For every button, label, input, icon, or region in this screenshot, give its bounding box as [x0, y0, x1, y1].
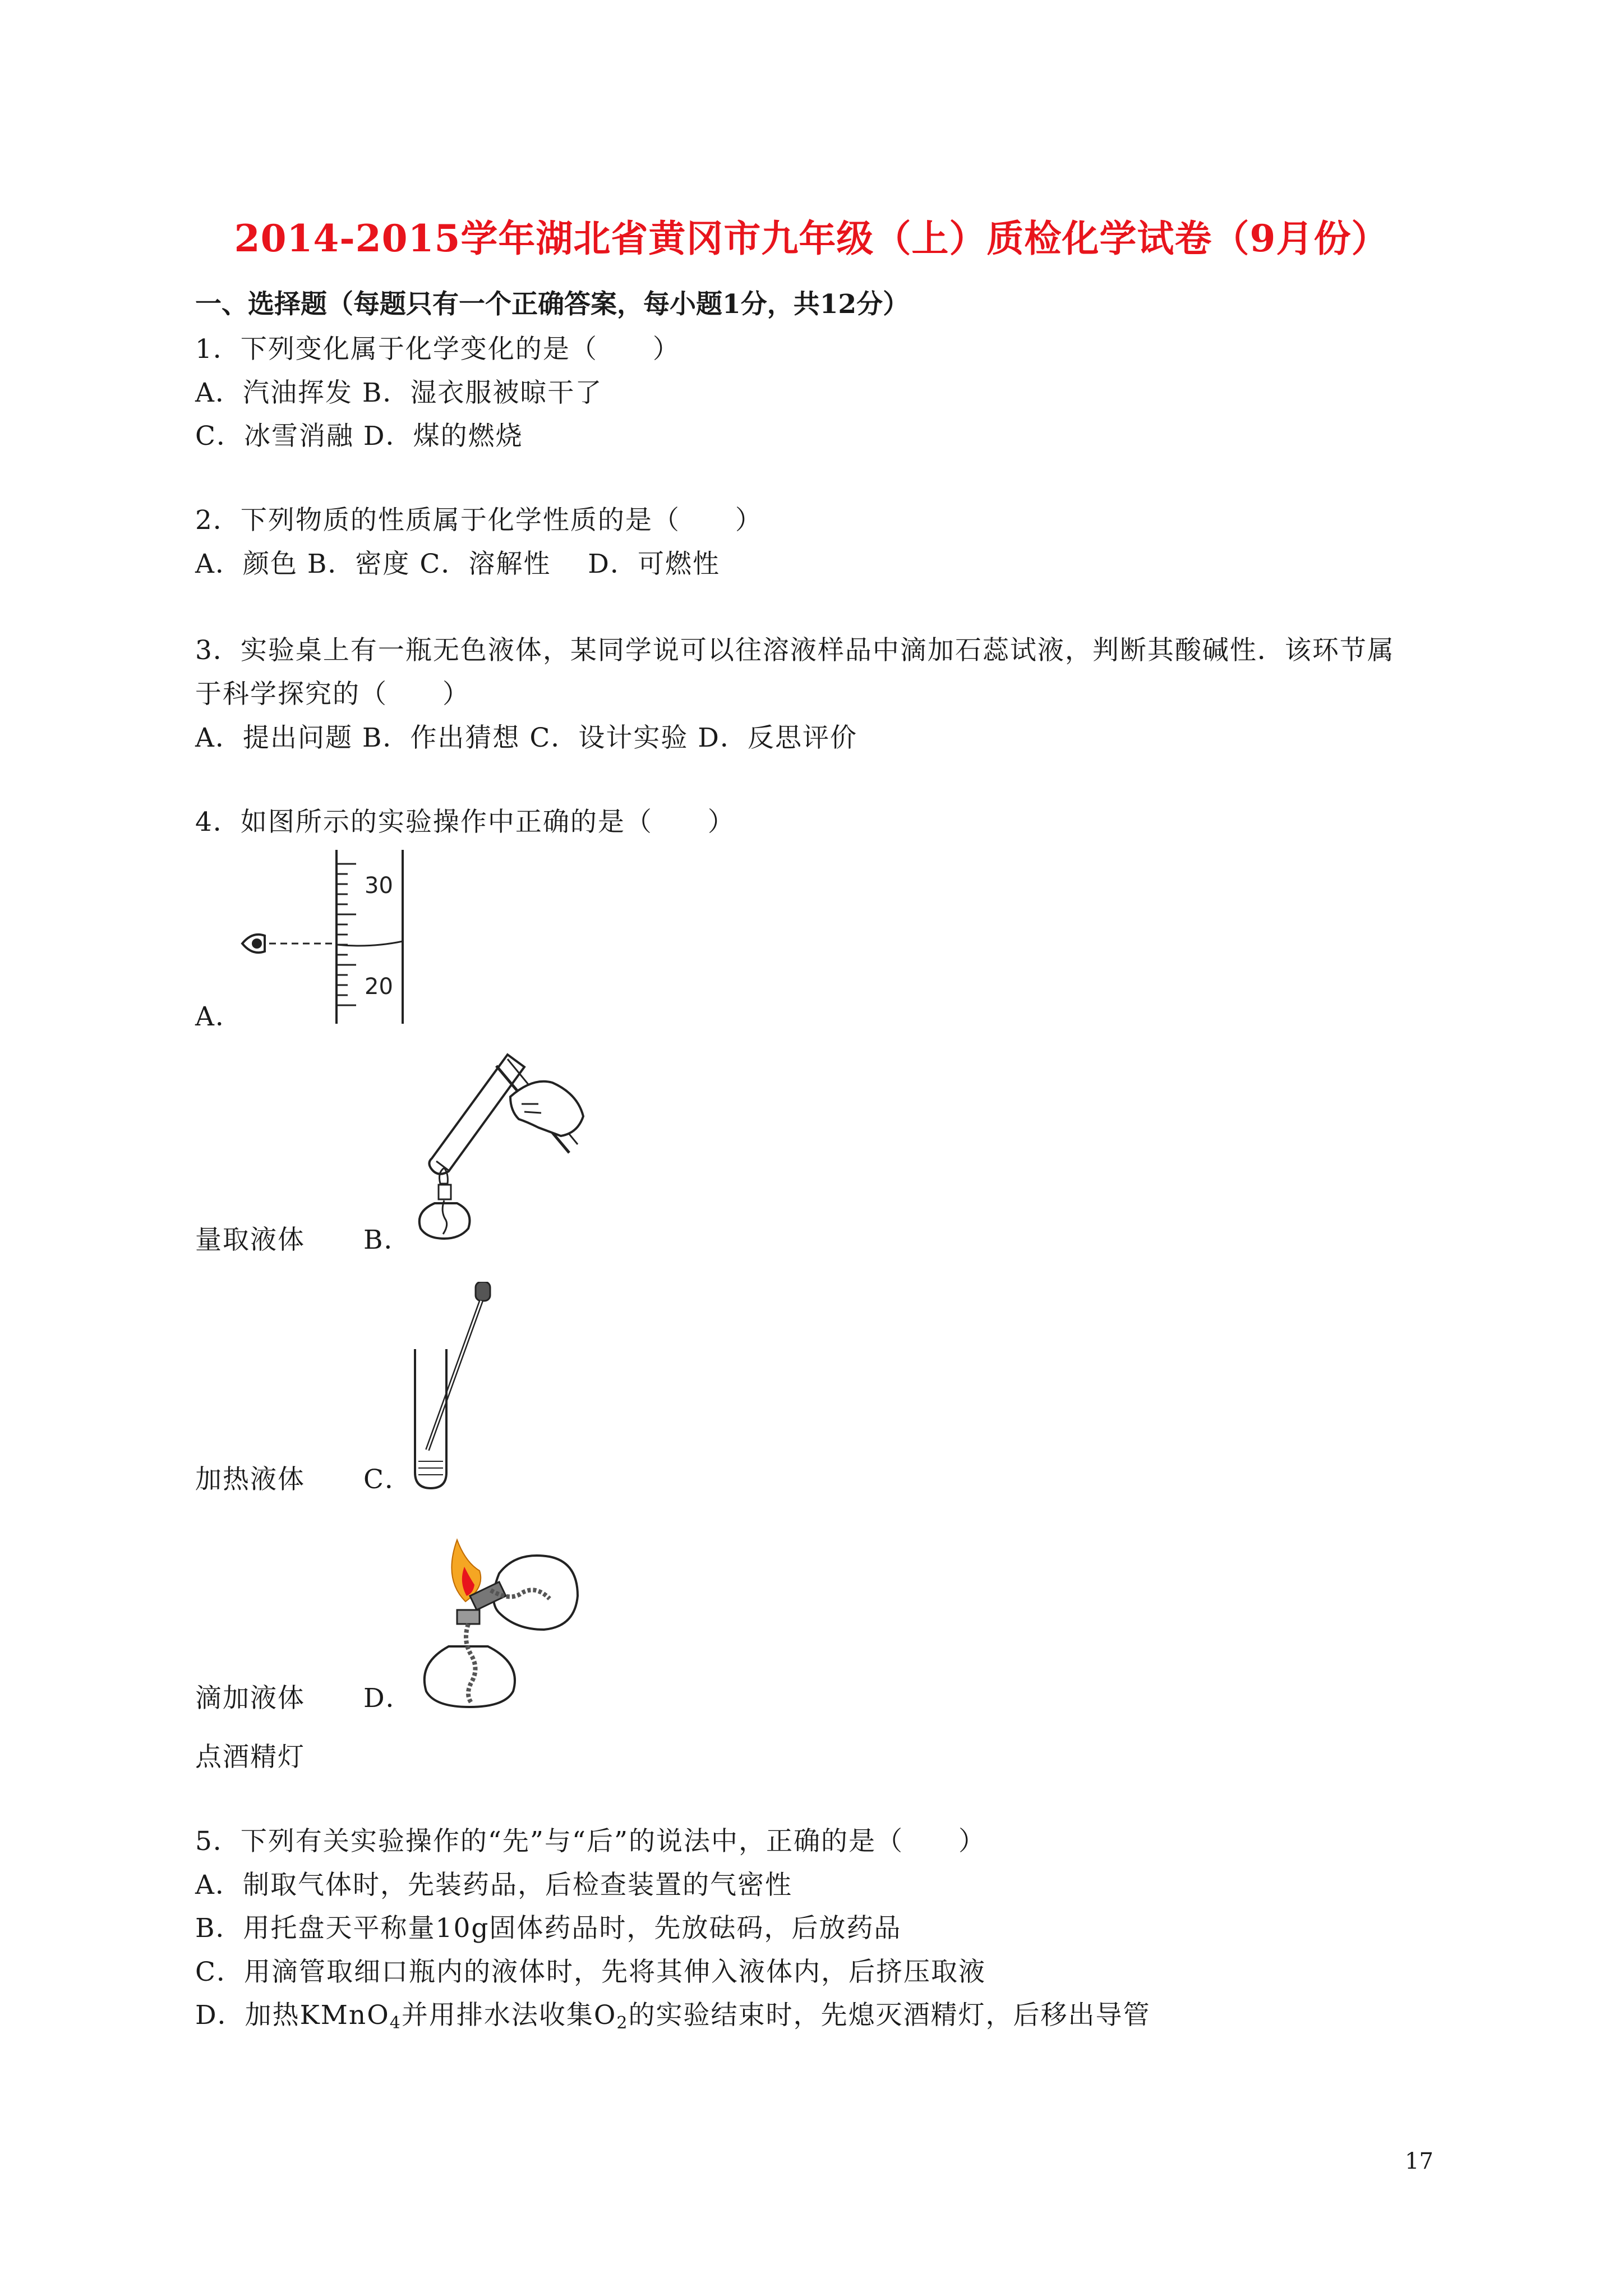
- tick-label-20: 20: [365, 974, 393, 1000]
- question-1-options-cd: C．冰雪消融 D．煤的燃烧: [195, 421, 523, 452]
- option-a-caption: 量取液体: [195, 1225, 305, 1255]
- lighting-alcohol-lamp-figure: [415, 1529, 594, 1714]
- option-d-caption: 点酒精灯: [195, 1742, 305, 1773]
- question-4-stem: 4．如图所示的实验操作中正确的是（ ）: [195, 807, 735, 838]
- section-heading: 一、选择题（每题只有一个正确答案，每小题1分，共12分）: [195, 289, 910, 320]
- test-tube-icon: [415, 1349, 446, 1488]
- alcohol-lamp-icon: [419, 1168, 470, 1239]
- option-d-text-part3: 的实验结束时，先熄灭酒精灯，后移出导管: [628, 2000, 1151, 2031]
- eye-icon: [242, 935, 265, 953]
- dropper-icon: [427, 1282, 490, 1450]
- question-5-option-c: C．用滴管取细口瓶内的液体时，先将其伸入液体内，后挤压取液: [195, 1957, 986, 1987]
- page-title: 2014-2015学年湖北省黄冈市九年级（上）质检化学试卷（9月份）: [234, 217, 1389, 260]
- option-d-subscript-1: 4: [389, 2013, 402, 2033]
- option-d-subscript-2: 2: [616, 2013, 629, 2033]
- question-1-stem: 1．下列变化属于化学变化的是（ ）: [195, 334, 680, 365]
- option-d-text-part2: 并用排水法收集O: [401, 2000, 617, 2031]
- option-c-label: C．: [363, 1464, 412, 1495]
- option-b-label: B．: [363, 1225, 412, 1255]
- option-d-label: D．: [363, 1683, 413, 1714]
- page-number: 17: [1405, 2148, 1433, 2174]
- option-b-caption: 加热液体: [195, 1464, 305, 1495]
- upright-alcohol-lamp-icon: [425, 1610, 515, 1707]
- question-2-stem: 2．下列物质的性质属于化学性质的是（ ）: [195, 505, 763, 536]
- option-d-text-part1: D．加热KMnO: [195, 2000, 390, 2031]
- question-3-options: A．提出问题 B．作出猜想 C．设计实验 D．反思评价: [195, 723, 857, 753]
- option-a-label: A．: [195, 1001, 243, 1032]
- question-2-options: A．颜色 B．密度 C．溶解性 D．可燃性: [195, 549, 720, 579]
- question-5-option-b: B．用托盘天平称量10g固体药品时，先放砝码，后放药品: [195, 1913, 902, 1944]
- test-tube-icon: [429, 1055, 524, 1174]
- hand-icon: [510, 1082, 583, 1136]
- tick-label-30: 30: [365, 873, 393, 899]
- question-3-stem-line1: 3．实验桌上有一瓶无色液体，某同学说可以往溶液样品中滴加石蕊试液，判断其酸碱性．该环节属: [195, 635, 1395, 666]
- dropping-liquid-figure: [404, 1282, 505, 1495]
- tilted-alcohol-lamp-icon: [470, 1556, 578, 1630]
- question-1-options-ab: A．汽油挥发 B．湿衣服被晾干了: [195, 378, 603, 408]
- question-5-option-d: [195, 1994, 1150, 2033]
- option-c-caption: 滴加液体: [195, 1683, 305, 1714]
- heating-test-tube-figure: [409, 1043, 623, 1262]
- question-3-stem-line2: 于科学探究的（ ）: [195, 679, 470, 710]
- question-5-option-a: A．制取气体时，先装药品，后检查装置的气密性: [195, 1870, 792, 1901]
- question-5-stem: 5．下列有关实验操作的“先”与“后”的说法中，正确的是（ ）: [195, 1826, 986, 1857]
- graduated-cylinder-figure: [236, 847, 415, 1032]
